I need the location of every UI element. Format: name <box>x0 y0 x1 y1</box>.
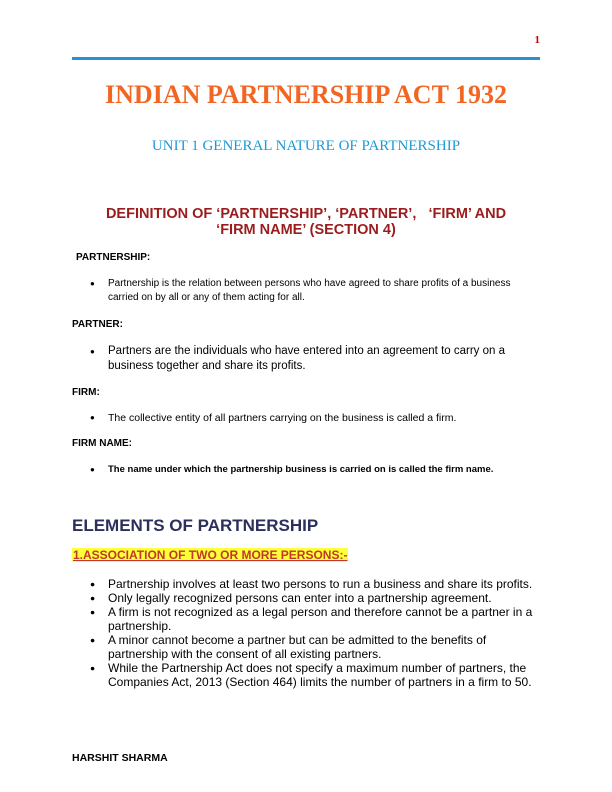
unit-subtitle: UNIT 1 GENERAL NATURE OF PARTNERSHIP <box>151 138 461 154</box>
bullet-item: ● A minor cannot become a partner but can be admitted to the benefits of partnership with the consent of all existing partners. <box>72 633 540 661</box>
definition-heading <box>72 206 540 238</box>
definition-label-partnership: PARTNERSHIP: <box>76 252 151 263</box>
definition-text-partnership: ● Partnership is the relation between persons who have agreed to share profits of a business carried on by all or any of them acting for all. <box>72 277 540 305</box>
definition-text-firm-name: ● The name under which the partnership business is carried on is called the firm name. <box>72 463 552 477</box>
section-1-heading: 1.ASSOCIATION OF TWO OR MORE PERSONS:- <box>73 548 348 562</box>
definition-heading-line-1: DEFINITION OF ‘PARTNERSHIP’, ‘PARTNER’, ‘FIRM’ AND <box>105 206 507 222</box>
header-rule <box>72 57 540 60</box>
definition-text-partner: ● Partners are the individuals who have entered into an agreement to carry on a business together and share its profits. <box>72 344 540 374</box>
definition-label-partner: PARTNER: <box>72 319 123 330</box>
bullet-item: ● Only legally recognized persons can enter into a partnership agreement. <box>72 591 540 605</box>
section-1-bullet-list <box>72 577 540 689</box>
bullet-item: ● A firm is not recognized as a legal person and therefore cannot be a partner in a partnership. <box>72 605 540 633</box>
definition-list-partner <box>72 344 540 374</box>
page-number: 1 <box>534 34 540 46</box>
definition-text-firm: ● The collective entity of all partners carrying on the business is called a firm. <box>72 411 540 425</box>
document-title: INDIAN PARTNERSHIP ACT 1932 <box>105 80 507 109</box>
definition-label-firm-name: FIRM NAME: <box>72 438 132 449</box>
definition-list-firm-name <box>72 463 552 477</box>
definition-label-firm: FIRM: <box>72 387 100 398</box>
definition-list-partnership <box>72 277 540 305</box>
bullet-item: ● Partnership involves at least two persons to run a business and share its profits. <box>72 577 540 591</box>
bullet-item: ● While the Partnership Act does not specify a maximum number of partners, the Companies Act, 2013 (Section 464) limits the number of partners in a firm to 50. <box>72 661 540 689</box>
author-name: HARSHIT SHARMA <box>72 752 168 764</box>
definition-list-firm <box>72 411 540 425</box>
elements-heading: ELEMENTS OF PARTNERSHIP <box>72 516 319 535</box>
definition-heading-line-2: ‘FIRM NAME’ (SECTION 4) <box>216 222 396 238</box>
